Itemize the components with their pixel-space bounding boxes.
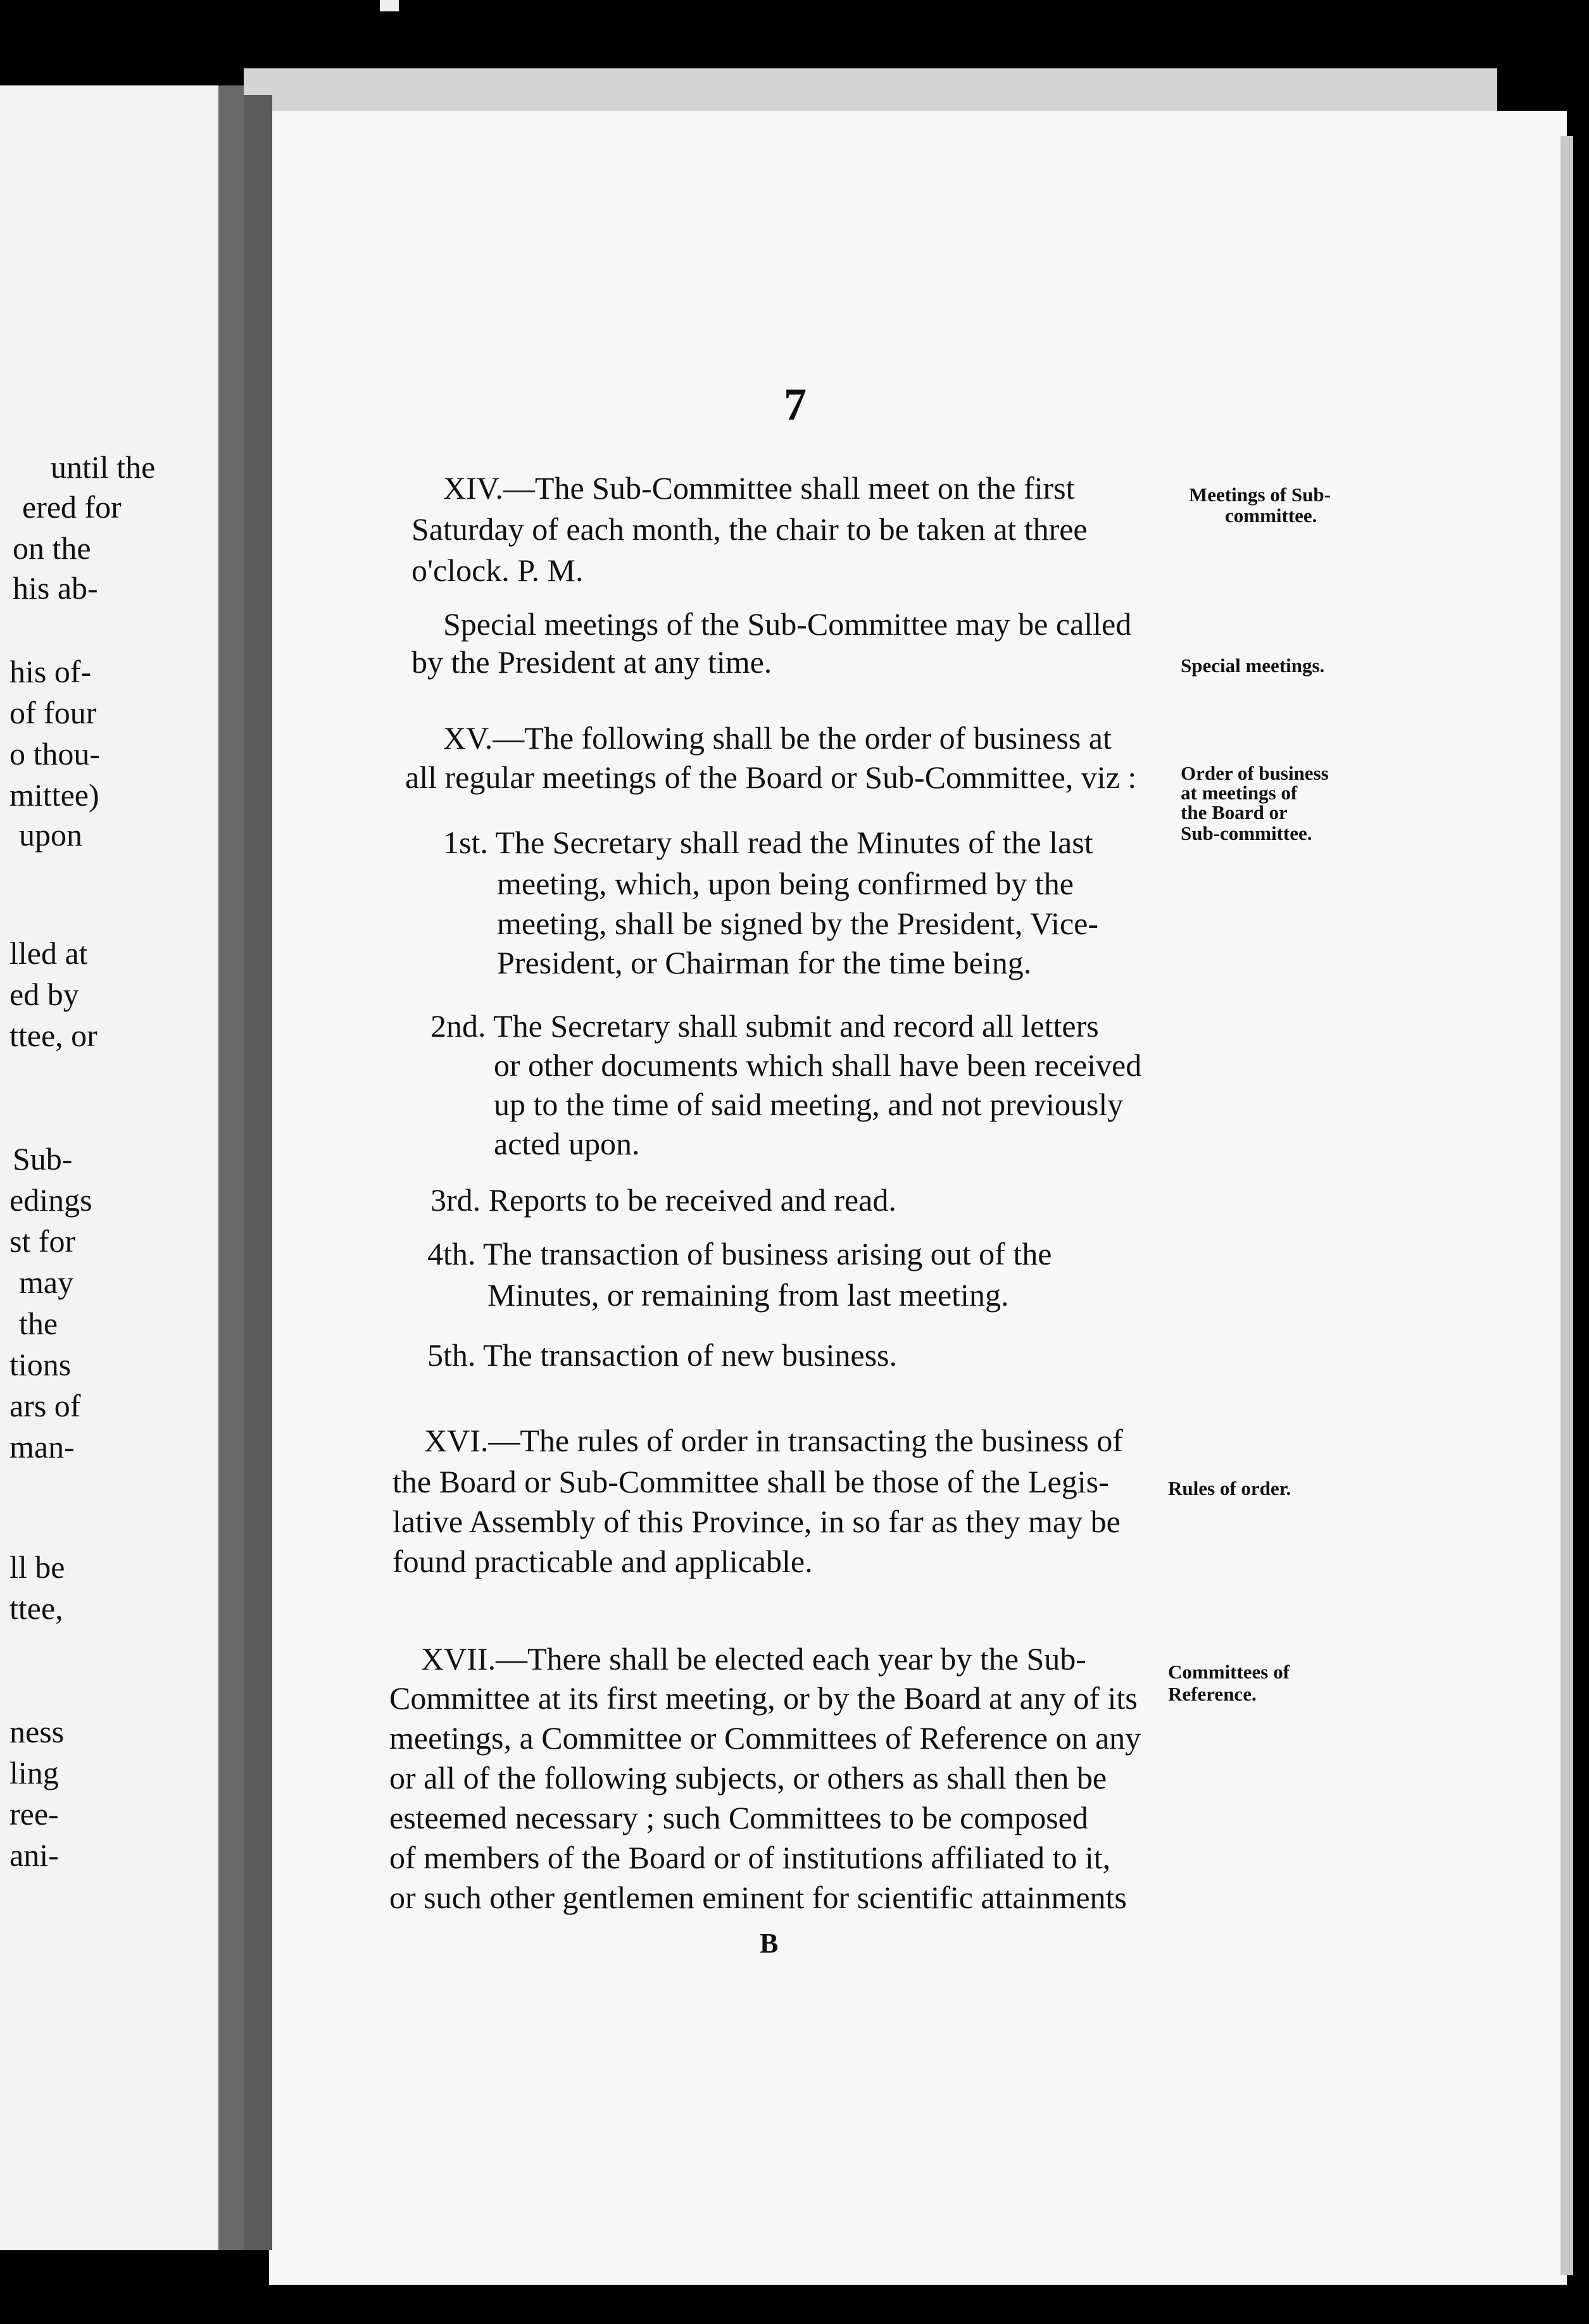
section-xvi-line: XVI.—The rules of order in transacting the business of (424, 1423, 1123, 1458)
side-note-committees: Committees of (1168, 1661, 1290, 1683)
left-fragment: his of- (9, 654, 92, 689)
section-xvii-line: Committee at its first meeting, or by the Board at any of its (389, 1680, 1138, 1716)
left-fragment: ttee, (9, 1590, 63, 1626)
left-fragment: his ab- (13, 570, 98, 606)
order-item-2-line: up to the time of said meeting, and not previously (494, 1087, 1124, 1122)
left-fragment: ttee, or (9, 1018, 97, 1053)
left-page-gutter-shadow (218, 85, 244, 2250)
order-item-4-line: Minutes, or remaining from last meeting. (487, 1277, 1009, 1313)
section-xvii-line: meetings, a Committee or Committees of Reference on any (389, 1720, 1141, 1756)
section-xv-line: XV.—The following shall be the order of business at (443, 720, 1112, 756)
left-fragment: man- (9, 1429, 75, 1465)
left-fragment: ll be (9, 1549, 65, 1585)
left-fragment: st for (9, 1223, 76, 1259)
side-note-rules: Rules of order. (1168, 1477, 1291, 1499)
left-fragment: ered for (22, 489, 122, 525)
left-fragment: until the (51, 449, 156, 485)
side-note-order: Order of business (1181, 762, 1329, 784)
side-note-meetings: committee. (1225, 504, 1317, 527)
right-page-edge-shadow (1561, 136, 1573, 2275)
section-xiv-line: XIV.—The Sub-Committee shall meet on the first (443, 470, 1075, 506)
order-item-1-line: 1st. The Secretary shall read the Minutes of the last (443, 825, 1093, 860)
section-xvi-line: the Board or Sub-Committee shall be those of the Legis- (393, 1464, 1109, 1499)
signature-mark: B (760, 1928, 779, 1959)
section-xvii-line: esteemed necessary ; such Committees to be composed (389, 1800, 1088, 1835)
section-xiv-line: Saturday of each month, the chair to be taken at three (411, 511, 1088, 547)
left-fragment: ree- (9, 1796, 59, 1832)
order-item-1-line: President, or Chairman for the time being. (497, 945, 1032, 980)
section-xvii-line: XVII.—There shall be elected each year by the Sub- (421, 1641, 1086, 1677)
left-fragment: ling (9, 1755, 59, 1790)
side-note-special: Special meetings. (1181, 654, 1325, 677)
side-note-order: at meetings of (1181, 782, 1298, 804)
left-fragment: of four (9, 695, 97, 730)
order-item-2-line: acted upon. (494, 1126, 640, 1161)
section-xvi-line: found practicable and applicable. (393, 1544, 813, 1579)
side-note-meetings: Meetings of Sub- (1189, 484, 1331, 506)
left-fragment: o thou- (9, 736, 101, 772)
left-fragment: Sub- (13, 1141, 73, 1177)
section-xvii-line: or such other gentlemen eminent for scientific attainments (389, 1880, 1127, 1915)
section-xiv-special-line: Special meetings of the Sub-Committee may be called (443, 606, 1132, 642)
left-fragment: the (19, 1306, 58, 1341)
left-fragment: ani- (9, 1837, 59, 1873)
section-xv-line: all regular meetings of the Board or Sub-Committee, viz : (405, 759, 1137, 795)
left-fragment: may (19, 1265, 74, 1300)
left-fragment: ars of (9, 1388, 81, 1423)
section-xvi-line: lative Assembly of this Province, in so far as they may be (393, 1504, 1121, 1539)
order-item-1-line: meeting, shall be signed by the President, Vice- (497, 906, 1099, 941)
order-item-4-line: 4th. The transaction of business arising out of the (427, 1236, 1052, 1271)
order-item-1-line: meeting, which, upon being confirmed by the (497, 866, 1074, 901)
left-fragment: mittee) (9, 777, 99, 813)
left-fragment: tions (9, 1347, 72, 1382)
section-xvii-line: or all of the following subjects, or others as shall then be (389, 1760, 1107, 1796)
section-xvii-line: of members of the Board or of institutions affiliated to it, (389, 1840, 1111, 1875)
left-fragment: edings (9, 1182, 92, 1218)
order-item-2-line: or other documents which shall have been received (494, 1047, 1142, 1083)
order-item-2-line: 2nd. The Secretary shall submit and record all letters (430, 1008, 1099, 1044)
left-fragment: ed by (9, 977, 79, 1012)
left-fragment: ness (9, 1714, 65, 1749)
side-note-order: Sub-committee. (1181, 822, 1312, 844)
side-note-order: the Board or (1181, 801, 1288, 823)
left-fragment: on the (13, 530, 91, 566)
section-xiv-special-line: by the President at any time. (411, 644, 772, 680)
section-xiv-line: o'clock. P. M. (411, 553, 584, 588)
side-note-committees: Reference. (1168, 1683, 1257, 1705)
top-edge-mark (380, 0, 399, 11)
left-fragment: upon (19, 817, 82, 853)
book-spine (244, 95, 272, 2250)
order-item-5: 5th. The transaction of new business. (427, 1337, 897, 1373)
order-item-3: 3rd. Reports to be received and read. (430, 1182, 896, 1218)
page-number: 7 (784, 379, 807, 430)
left-fragment: lled at (9, 935, 88, 971)
